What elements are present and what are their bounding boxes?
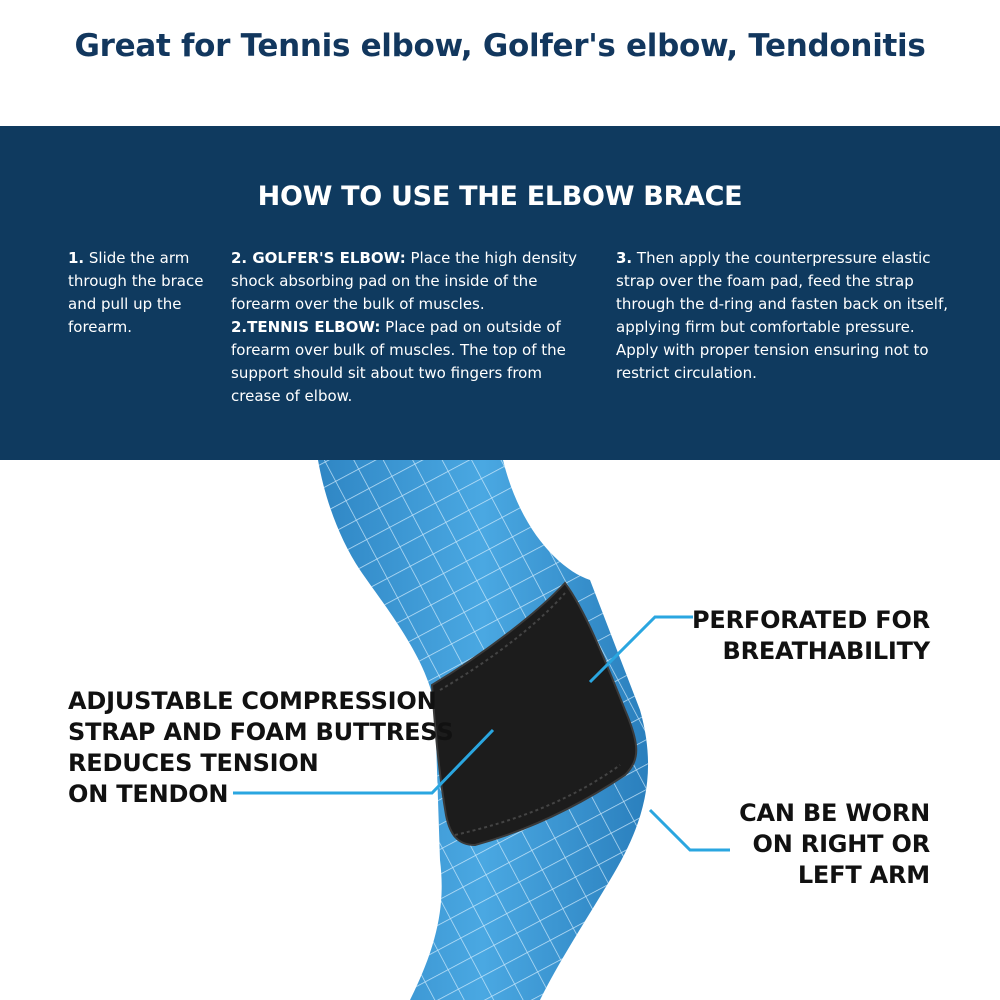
- callout-adjustable-line-1: ADJUSTABLE COMPRESSION: [68, 687, 437, 715]
- step-1: [68, 247, 208, 339]
- callout-worn-line-3: LEFT ARM: [797, 861, 930, 889]
- golfer-elbow-text: Place the high density shock absorbing pad on the inside of the forearm over the bulk of muscles.: [231, 249, 577, 313]
- callout-perforated-line-1: PERFORATED FOR: [692, 606, 930, 634]
- step-3: [616, 247, 948, 385]
- callout-perforated-line-2: BREATHABILITY: [722, 637, 930, 665]
- step-2: [231, 247, 593, 408]
- callout-worn-line-1: CAN BE WORN: [739, 799, 930, 827]
- step-3-number: 3.: [616, 249, 633, 267]
- callout-worn: [739, 798, 930, 891]
- golfer-elbow-label: 2. GOLFER'S ELBOW:: [231, 249, 406, 267]
- how-to-title: HOW TO USE THE ELBOW BRACE: [257, 181, 743, 212]
- callout-adjustable-line-3: REDUCES TENSION: [68, 749, 319, 777]
- callout-adjustable-line-2: STRAP AND FOAM BUTTRESS: [68, 718, 454, 746]
- callout-worn-line-2: ON RIGHT OR: [752, 830, 930, 858]
- callout-perforated: [692, 605, 930, 667]
- tennis-elbow-text: Place pad on outside of forearm over bulk of muscles. The top of the support should sit about two fingers from crease of elbow.: [231, 318, 566, 405]
- callout-adjustable: [68, 686, 453, 810]
- step-3-text: Then apply the counterpressure elastic strap over the foam pad, feed the strap through the d-ring and fasten back on itself, applying firm but comfortable pressure. Apply with proper tension ensuring not to restrict circulation.: [616, 249, 948, 382]
- tennis-elbow-label: 2.TENNIS ELBOW:: [231, 318, 381, 336]
- how-to-panel: [0, 126, 1000, 460]
- step-1-text: Slide the arm through the brace and pull up the forearm.: [68, 249, 204, 336]
- callout-adjustable-line-4: ON TENDON: [68, 780, 229, 808]
- page-headline: Great for Tennis elbow, Golfer's elbow, Tendonitis: [74, 28, 926, 64]
- step-1-number: 1.: [68, 249, 85, 267]
